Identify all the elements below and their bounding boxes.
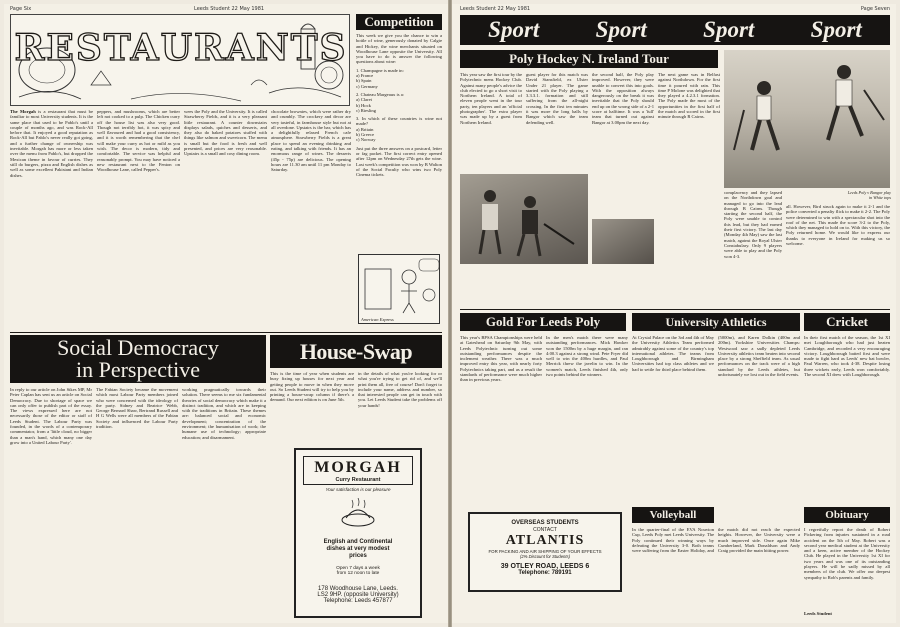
hockey-column-3: the second half, the Poly play improved. However, they were unable to convert this into goals. With the opposition always dangerously on the break it was inevitable that the Poly should end up on the wrong side of a 2-1 score at halftime. It was a 'full' team that turned out against Bangor at 3.00pm the next day. — [592, 72, 654, 125]
section-divider — [10, 332, 442, 333]
hockey-title: Poly Hockey N. Ireland Tour — [460, 50, 718, 68]
morgah-food-line3: prices — [349, 553, 367, 559]
university-athletics-column-2: (5000m), and Karen Dolkin (400m and 200m). Yorkshire Universities Champs: Westwood saw a sadly depleted Leeds University athletics team beaten into second place by a strong Sheffield team. As usual performances on the track were of a high standard by the Leeds athletes, but unfortunately we lost out in the field events. — [718, 335, 800, 378]
morgah-subtitle: Curry Restaurant — [335, 477, 381, 483]
morgah-phone: Telephone: Leeds 457877 — [323, 598, 393, 604]
competition-cartoon — [358, 254, 440, 324]
morgah-logo-box — [303, 456, 413, 485]
gold-title: Gold For Leeds Poly — [460, 313, 626, 331]
social-democracy-title-line1: Social Democracy — [57, 335, 219, 360]
house-swap-title: House-Swap — [270, 335, 442, 368]
competition-intro: This week we give you the chance to win a bottle of wine, generously donated by Calgie and Hickey, the wine merchants situated on Woodhouse Lane opposite the University. All you have to do is answer the following questions about wine: — [356, 33, 442, 65]
university-athletics-title: University Athletics — [632, 313, 800, 331]
hockey-photo-caption: Leeds Poly v Bangor play in White tops — [847, 190, 891, 200]
gold-column-1: This year's BPSA Championships were held at Gateshead on Saturday 9th May, with Leeds Polytechnic turning out some outstanding performances despite the inclement weather. There was a much improved entry this year, with nearly forty Polytechnics taking part, and as a result the standards of performance were much higher than in previous years. — [460, 335, 542, 383]
hockey-photo-left — [460, 174, 588, 264]
cricket-body: In their first match of the season, the 1st XI met Loughborough who had just beaten Cambridge, and recorded a very encouraging victory. Loughborough batted first and were made to fight hard as Leeds' new bat bowler, Paul Warren, who took 4-38. Despite losing three wickets early, Leeds won comfortably. The second XI drew with Loughborough. — [804, 335, 890, 378]
restaurants-lead: The Morgah — [10, 109, 36, 114]
social-democracy-column-1: In reply to our article on John Sikes MP, Mr Peter Caplan has sent us an article on Social Democracy. Due to shortage of space we can only offer to publish part of the essay. The views expressed here are not necessarily those of the editor or staff of Leeds Student. The Labour Party was founded, in the words of a contemporary commentator, from a 'little cloud, no bigger than a man's hand, which many one day grow into a United Labour Party'. — [10, 387, 92, 445]
section-divider — [460, 309, 890, 310]
competition-closing: Just put the three answers on a postcard, letter or fag packet. The first correct entry opened after 12pm on Wednesday 27th gets the wine. Last week's competition was won by B Walton of the Social Faculty who wins two Poly Cinema tickets. — [356, 145, 442, 178]
hockey-action-photo — [724, 50, 890, 188]
cartoon-caption: American Express — [361, 317, 394, 322]
atlantis-address: 39 OTLEY ROAD, LEEDS 6 — [500, 563, 590, 570]
competition-q3: 3. In which of these countries is wine not made? — [356, 116, 442, 127]
competition-q1: 1. Champagne is made in: — [356, 67, 404, 73]
morgah-address-line2: LS2 9HP. (opposite University) — [317, 592, 399, 598]
restaurants-column-4: chocolate brownies, which were rather dry and crumbly. The crockery and decor are very tasteful, in farmhouse style but not at all overdone. Upstairs is the bar, which has a delightfully relaxed French cafe atmosphere. Strawberry Fields is a great place to spend an evening drinking and eating, and talking with friends. It has an enormous range of wines. The desserts (45p - 75p) are delicious. The opening hours are 11.30 am until 11 pm Monday to Saturday. — [271, 109, 351, 173]
competition-q1-option: b) Spain — [356, 78, 372, 84]
morgah-food-line1: English and Continental — [323, 539, 393, 545]
hockey-continued-column: complacency and they lapsed on the Northdown goal and managed to go into the lead through B Cairns. Though starting the second half, the Poly were unable to control this lead, but they had earned their first victory. The last day (Monday 4th May) saw the last match, against the Royal Ulster Constabulary. Only 9 players were able to play and the Poly won 4-3. — [724, 190, 782, 259]
right-page — [452, 4, 896, 623]
restaurants-intro-text: is a restaurant that must be familiar to most University students. It is the same place that used to be Pablo's until a couple of months ago, and was Rock-All before that. It enjoyed a good reputation as Rock-All but Pablo's never really got going, and a further change of ownership was inevitable. Morgah has more or less taken over the menu from Pablo's, but dropped the Mexican theme in favour of curries. They still do burgers, pizza and English dishes as well as some excellent Pakistani and Indian dishes. — [10, 109, 93, 178]
morgah-name: MORGAH — [314, 459, 402, 476]
social-democracy-title-line2: in Perspective — [75, 357, 201, 382]
sport-banner-word: Sport — [810, 17, 862, 42]
dish-icon — [338, 498, 378, 530]
morgah-hours-line2: from 12 noon to late — [336, 571, 380, 576]
hockey-column-2: guest player for this match was David Stansfield, ex Ulster Under 21 player. The game started with the Poly playing a 3.3.3.1. formation and still suffering from the all-night crossing. In the first ten minutes it was more the long balls by Bangor which saw the team defending well. — [526, 72, 588, 125]
competition-title: Competition — [356, 14, 442, 30]
obituary-title: Obituary — [804, 507, 890, 523]
morgah-food-line2: dishes at very modest — [326, 546, 390, 552]
gold-column-2: In the men's match there were many outstanding performances. Mick Hawker won the 1500m by a huge margin, and ran 4:00.3 against a strong wind. Pete Fryer did well to win the 400m hurdles, and Paul Merrick threw the javelin to win. In the women's match, Leeds finished 4th, only two points behind the winners. — [546, 335, 628, 378]
social-democracy-column-2: The Fabian Society became the movement which most Labour Party members joined who were concerned with the ideology of the party. Sidney and Beatrice Webb, George Bernard Shaw, Bertrand Russell and H G Wells were all members of the Fabian Society and influenced the Labour Party tradition. — [96, 387, 178, 430]
atlantis-name: ATLANTIS — [505, 533, 585, 548]
house-swap-column-1: This is the time of year when students are busy fixing up houses for next year and getting people to move in when they move out. So Leeds Student will try to help you by printing a house-swap column if there's a demand. Our next edition is on June 5th. — [270, 371, 354, 403]
morgah-advert — [294, 448, 422, 618]
university-athletics-column-1: At Crystal Palace on the 3rd and 4th of May the University Athletics Team performed admirably against some of the country's top international athletes. The teams from Loughborough and Birmingham Universities had top class athletes and we had to settle for third place behind them. — [632, 335, 714, 372]
atlantis-line1: OVERSEAS STUDENTS — [511, 520, 579, 526]
morgah-address-line1: 178 Woodhouse Lane, Leeds. — [318, 586, 398, 592]
hockey-column-1: This year saw the first tour by the Polytechnic mens Hockey Club. Against many people's advice the club elected to go a short visit to Northern Ireland. A total of eleven people went in the tour party, ten players and an 'official photographer'. The extra player was made up by a guest from Northern Ireland. — [460, 72, 522, 125]
restaurants-column-1 — [10, 109, 93, 331]
volleyball-title: Volleyball — [632, 507, 714, 523]
hockey-action-figures — [724, 50, 890, 188]
atlantis-line2: CONTACT — [533, 527, 557, 533]
atlantis-line4: (2% Discount for Students) — [519, 554, 571, 559]
competition-q3-option: b) Greece — [356, 132, 374, 138]
hockey-column-4: The next game was in Belfast against Northdown. For the first time it poured with rain. This time P Molone was delighted that they played a 4.2.3.1 formation. The Poly made the most of the opportunities in the first half of the match and scored in the first minute through R Cairns. — [658, 72, 720, 120]
cartoon-drawing — [359, 255, 441, 315]
right-page-label: Page Seven — [860, 6, 890, 12]
house-swap-column-2: in the details of what you're looking for or what you're trying to get rid of, and we'll print them all, free of course! Don't forget to include your name, address and number, so that interested people can get in touch with you. Let Leeds Student take the problems off your hands! — [358, 371, 442, 408]
competition-q3-option: a) Britain — [356, 126, 374, 132]
restaurants-column-2: peppers, and mushrooms, which are better left not cooked to a pulp. The Chicken curry off the house list was also very good. Though not terribly hot, it was spicy and well flavoured and had a good consistency, and it is worth remembering that the chef will make your curry as hot or mild as you wish. The decor is modern, tidy and comfortable. The service was helpful and reasonably prompt. You may have noticed a new restaurant next to the Fenton on Woodhouse Lane, called Pepper's. — [97, 109, 180, 173]
sport-banner-word: Sport — [488, 17, 540, 42]
atlantis-advert — [468, 512, 622, 592]
competition-q2-option: b) Hock — [356, 102, 371, 108]
hockey-final-column: all. However, Bird struck again to make it 2-1 and the police converted a penalty flick to make it 2-2. The Poly were determined to win with a spectacular shot into the roof of the net. This made the score 3-2 to the Poly, which they managed to hold on to. With this victory, the Poly returned home. We would like to express our thanks to everyone in Ireland for making us so welcome. — [786, 204, 890, 247]
atlantis-phone: Telephone: 789191 — [518, 570, 572, 576]
sport-banner-word: Sport — [595, 17, 647, 42]
atlantis-line3: FOR PACKING AND AIR SHIPPING OF YOUR EFFECTS — [488, 549, 602, 554]
volleyball-body: In the quarter-final of the EVA Nouvion Cup, Leeds Poly met Leeds University. The Poly continued their winning ways by defeating the University 3-0. Both teams were suffering from the Easter Holiday, and the match did not reach the expected heights. However, the University were a much improved side. Once again Mike Cumberland, Mark Donaldson and Andy Craig provided the main hitting power. — [632, 527, 800, 554]
competition-q2-option: c) Riesling — [356, 107, 377, 113]
left-page — [4, 4, 448, 623]
competition-q1-option: c) Germany — [356, 83, 378, 89]
obituary-signature: Leeds Student — [804, 611, 832, 616]
social-democracy-column-3: working pragmatically towards their solution. There seems to me six fundamental theories of social democracy which make it a distinct tradition, and which are in keeping with the traditions in Britain. These themes are: balanced social and economic development; concentration of the environment; the humanisation of work; the humane use of technology; appropriate education; and disarmament. — [182, 387, 266, 440]
social-democracy-title-banner — [10, 335, 266, 383]
morgah-hours-line1: Open 7 days a week — [336, 566, 380, 571]
competition-q1-option: a) France — [356, 73, 374, 79]
restaurants-header-illustration — [10, 14, 350, 106]
obituary-body: I regretfully report the death of Robert Pickering from injuries sustained in a road accident on the 5th of May. Robert was a second year medical student at the University and a keen, active member of the Hockey Club. He played in the University 1st XI for two years and was one of its outstanding players. He will be sadly missed by all members of the club. We offer our deepest sympathy to Rob's parents and family. — [804, 527, 890, 580]
competition-body — [356, 33, 442, 203]
restaurants-column-3: wees the Poly and the University. It is called Strawberry Fields, and it is a very pleasant little restaurant. A counter downstairs displays salads, quiches and desserts, and they also do baked potatoes stuffed with things like salmon and sweetcorn. The menu is small but the food is fresh and well presented, and prices are very reasonable. Upstairs is a small and cosy dining room. — [184, 109, 267, 157]
morgah-tagline: Your satisfaction is our pleasure — [325, 487, 391, 492]
competition-q2-option: a) Claret — [356, 97, 372, 103]
hockey-photo-small — [592, 219, 654, 264]
sport-banner-word: Sport — [703, 17, 755, 42]
right-header-date: Leeds Student 22 May 1981 — [460, 6, 531, 12]
competition-q3-option: c) Norway — [356, 137, 376, 143]
cricket-title: Cricket — [804, 313, 890, 331]
sport-banner — [460, 15, 890, 45]
left-header-date: Leeds Student 22 May 1981 — [194, 6, 265, 12]
left-page-label: Page Six — [10, 6, 32, 12]
restaurants-title: RESTAURANTS — [14, 27, 348, 69]
competition-q2: 2. Chateau Margeaux is a: — [356, 91, 405, 97]
hockey-players-photo — [460, 174, 588, 264]
